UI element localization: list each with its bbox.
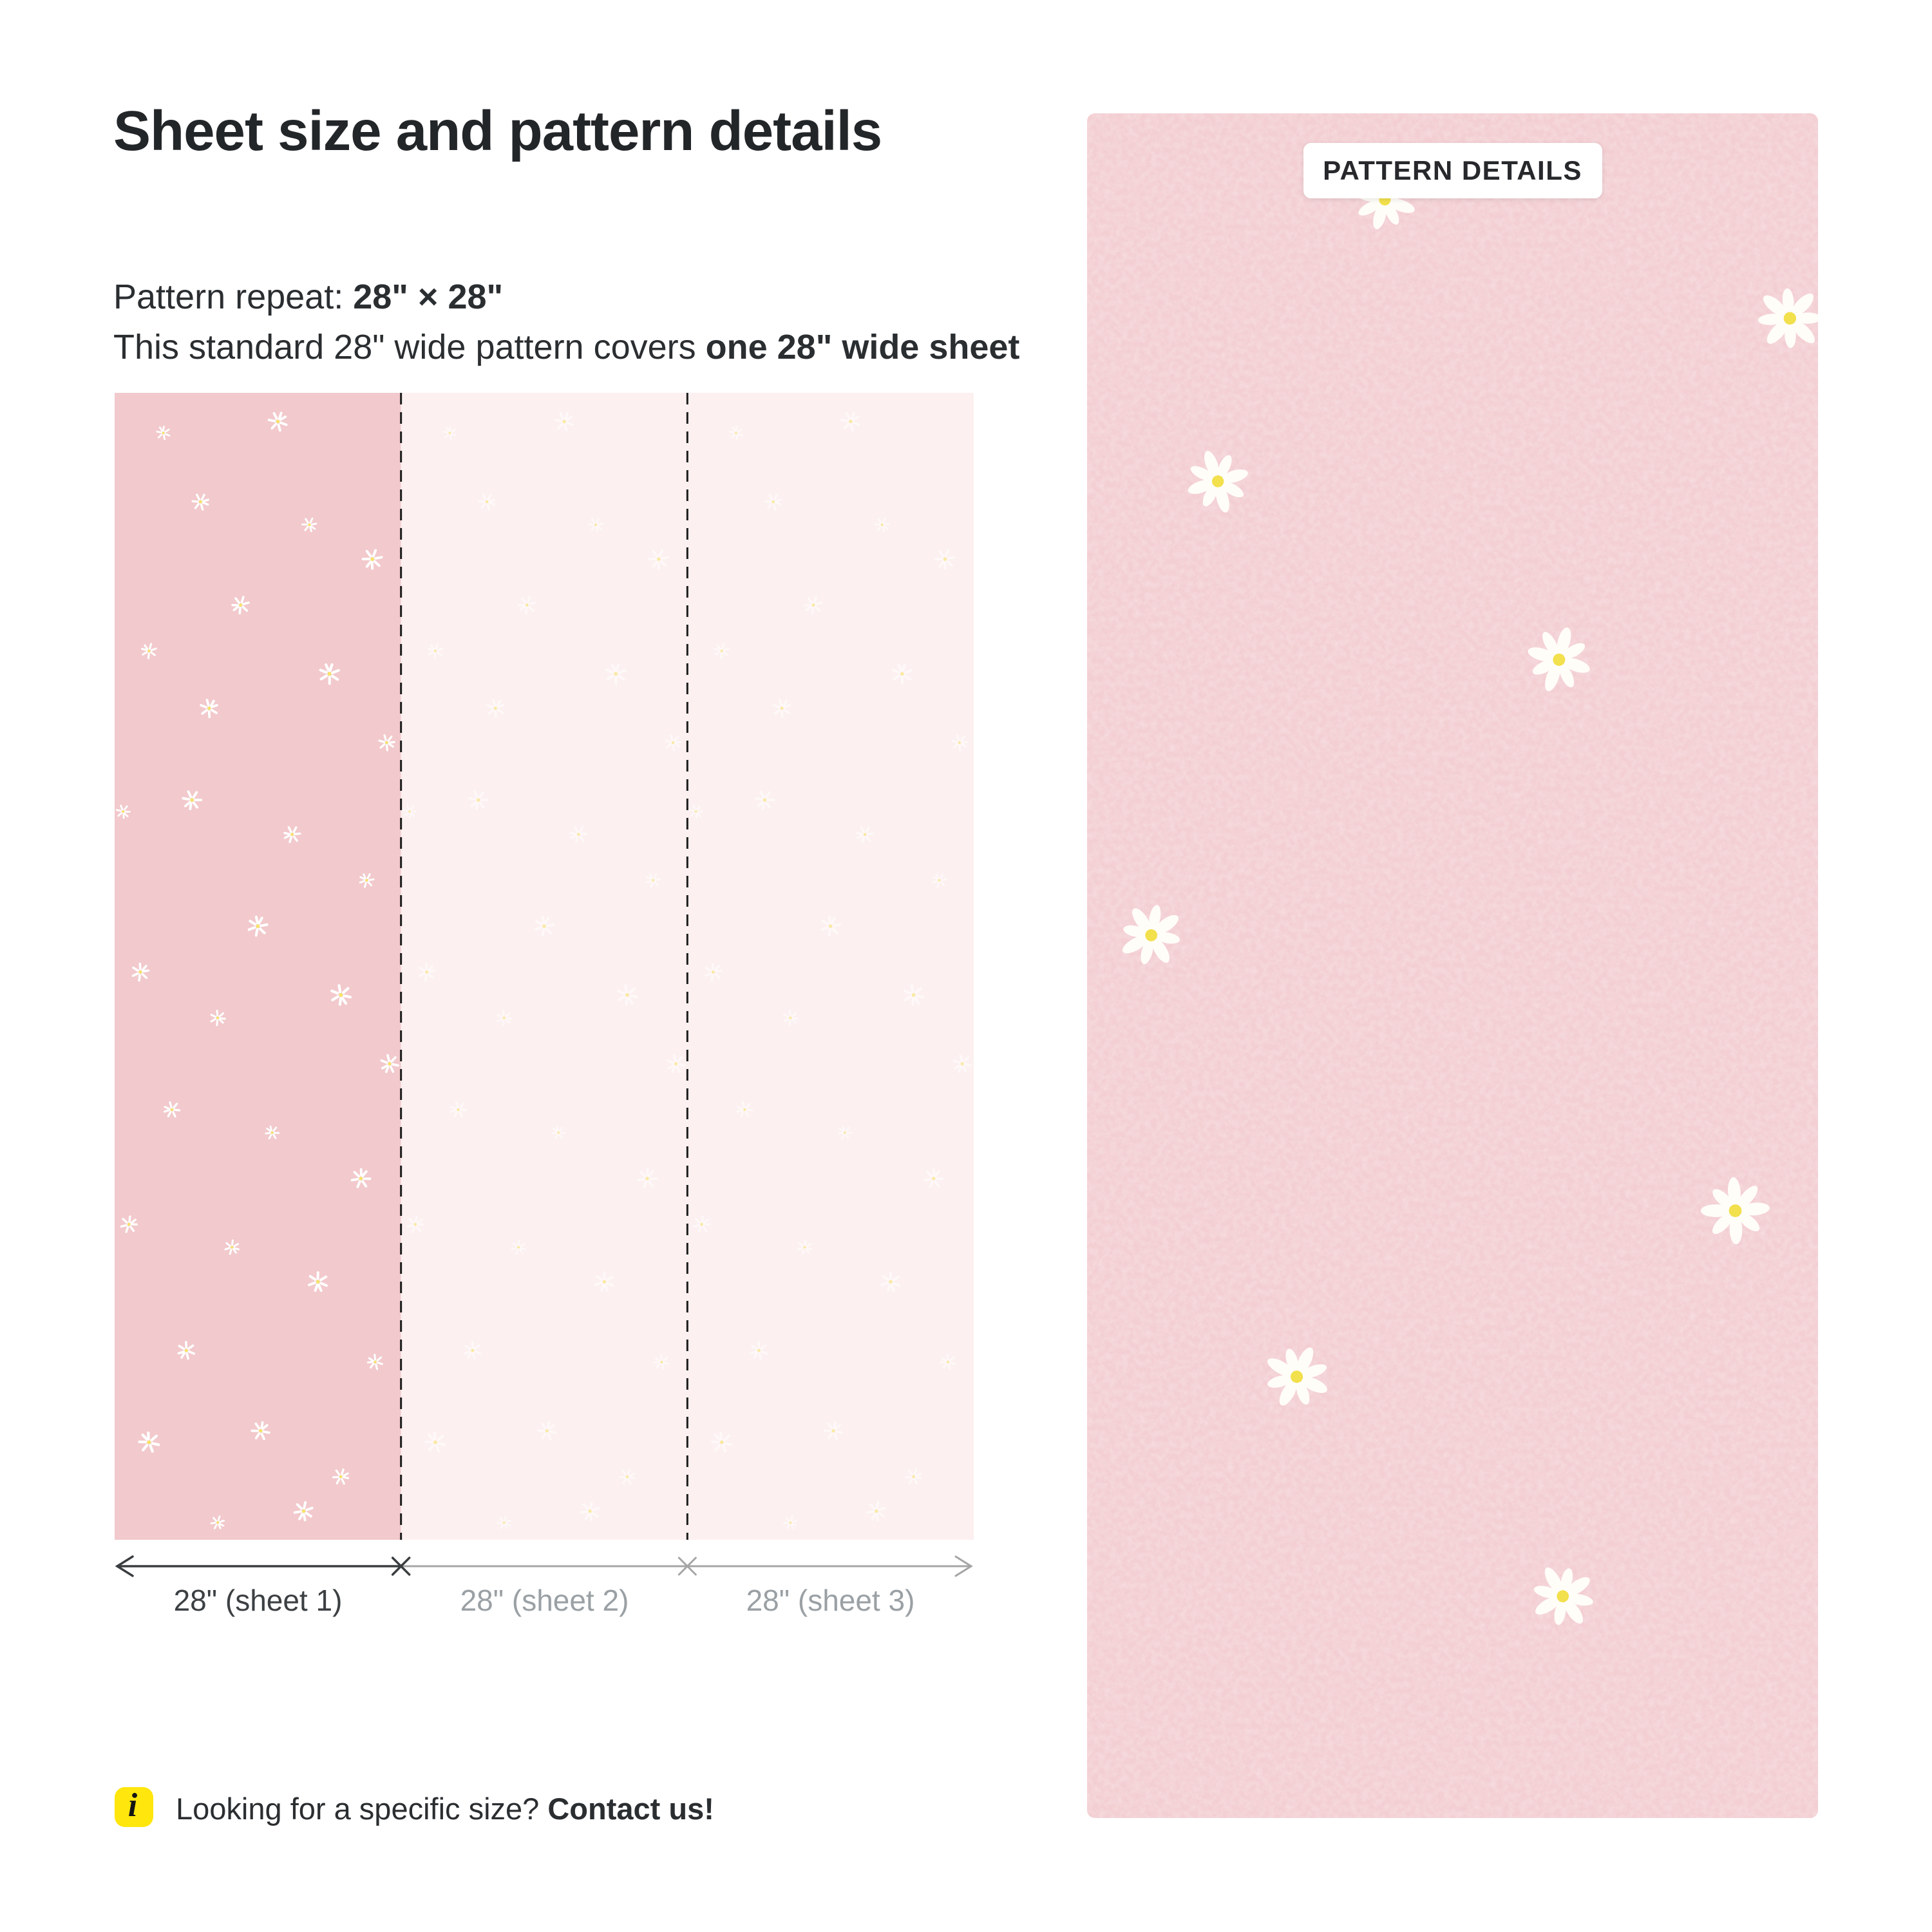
daisy-flower (1115, 899, 1188, 971)
info-text (176, 1791, 714, 1826)
pattern-repeat-line (113, 277, 503, 317)
dimension-arrow (115, 1548, 974, 1584)
daisy-flower (1182, 446, 1253, 516)
page-title: Sheet size and pattern details (113, 100, 882, 162)
pattern-repeat-value: 28" × 28" (353, 278, 504, 316)
coverage-line (113, 327, 1019, 367)
pattern-details-panel (1087, 113, 1818, 1818)
daisy-flower (1522, 623, 1596, 696)
daisy-flower (1527, 1560, 1599, 1633)
pattern-repeat-label: Pattern repeat: (113, 278, 354, 316)
info-icon (115, 1787, 153, 1827)
pattern-details-badge-label: PATTERN DETAILS (1323, 155, 1582, 185)
sheet-diagram-svg (115, 393, 974, 1540)
sheet-diagram (115, 393, 974, 1540)
info-italic-i-glyph: i (128, 1787, 138, 1824)
contact-us-link[interactable]: Contact us! (547, 1792, 714, 1826)
daisy-flower (1260, 1340, 1334, 1414)
sheet3-dimension-label: 28" (sheet 3) (746, 1584, 915, 1617)
paper-texture (1087, 113, 1818, 1818)
coverage-text: This standard 28" wide pattern covers (113, 328, 706, 366)
daisy-flower (1698, 1173, 1774, 1249)
info-question: Looking for a specific size? (176, 1792, 548, 1826)
pattern-details-badge (1303, 143, 1602, 198)
coverage-bold: one 28" wide sheet (705, 328, 1020, 366)
daisy-flower (1752, 281, 1818, 355)
sheet1-dimension-label: 28" (sheet 1) (173, 1584, 343, 1617)
sheet2-dimension-label: 28" (sheet 2) (460, 1584, 629, 1617)
